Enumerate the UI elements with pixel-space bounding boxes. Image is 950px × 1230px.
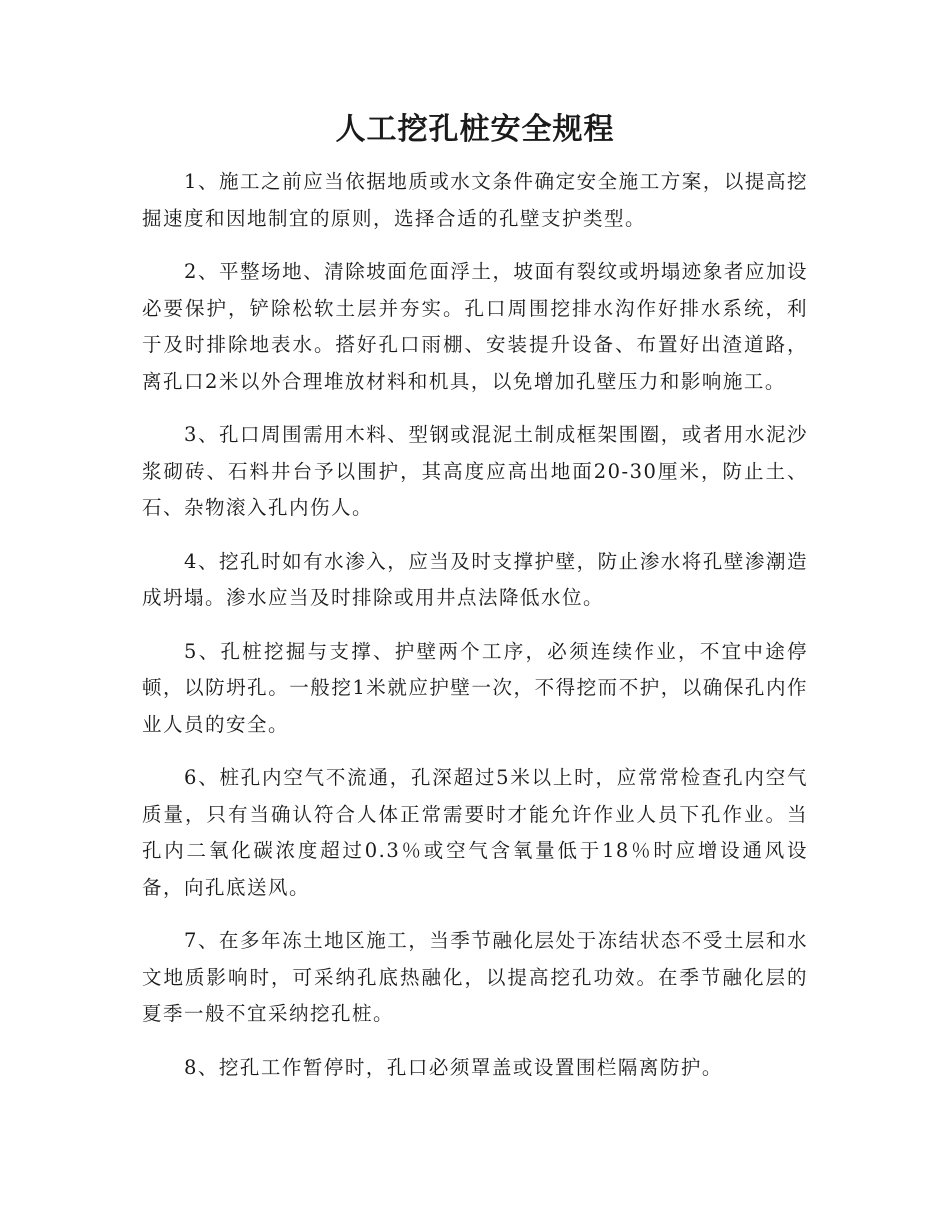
document-body [142,164,808,1103]
paragraph-1: 1、施工之前应当依据地质或水文条件确定安全施工方案，以提高挖掘速度和因地制宜的原则，选择合适的孔壁支护类型。 [142,170,808,230]
document-title: 人工挖孔桩安全规程 [335,112,615,147]
paragraph-7: 7、在多年冻土地区施工，当季节融化层处于冻结状态不受土层和水文地质影响时，可采纳孔底热融化，以提高挖孔功效。在季节融化层的夏季一般不宜采纳挖孔桩。 [142,929,808,1025]
paragraph-4: 4、挖孔时如有水渗入，应当及时支撑护壁，防止渗水将孔壁渗潮造成坍塌。渗水应当及时排除或用井点法降低水位。 [142,549,808,609]
paragraph-5: 5、孔桩挖掘与支撑、护壁两个工序，必须连续作业，不宜中途停顿，以防坍孔。一般挖1米就应护壁一次，不得挖而不护，以确保孔内作业人员的安全。 [142,639,808,736]
paragraph-3: 3、孔口周围需用木料、型钢或混泥土制成框架围圈，或者用水泥沙浆砌砖、石料井台予以围护，其高度应高出地面20-30厘米，防止土、石、杂物滚入孔内伤人。 [142,423,808,519]
paragraph-2: 2、平整场地、清除坡面危面浮土，坡面有裂纹或坍塌迹象者应加设必要保护，铲除松软土层并夯实。孔口周围挖排水沟作好排水系统，利于及时排除地表水。搭好孔口雨棚、安装提升设备、布置好出渣道路，离孔口2米以外合理堆放材料和机具，以免增加孔壁压力和影响施工。 [142,260,808,393]
paragraph-6: 6、桩孔内空气不流通，孔深超过5米以上时，应常常检查孔内空气质量，只有当确认符合人体正常需要时才能允许作业人员下孔作业。当孔内二氧化碳浓度超过0.3％或空气含氧量低于18％时应增设通风设备，向孔底送风。 [142,766,808,899]
paragraph-8: 8、挖孔工作暂停时，孔口必须罩盖或设置围栏隔离防护。 [184,1055,723,1079]
